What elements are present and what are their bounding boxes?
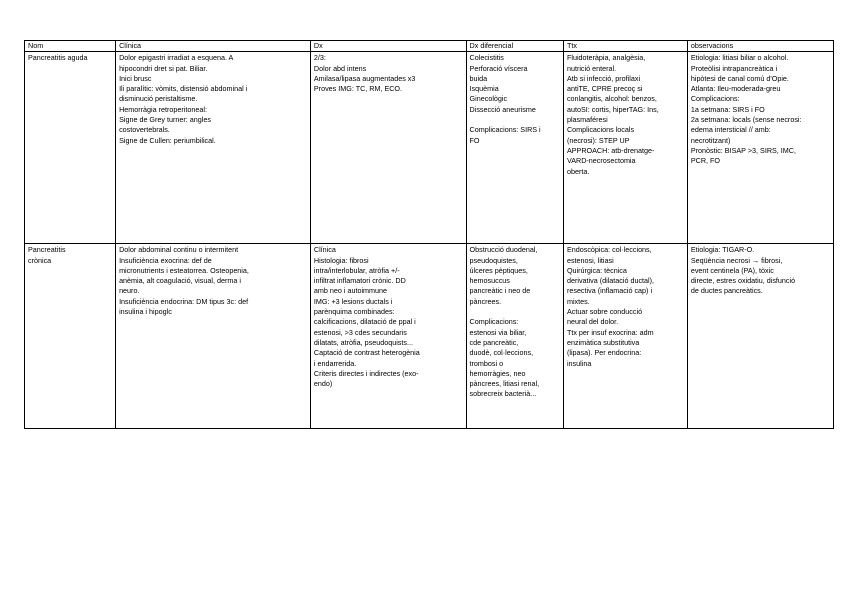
cell-nom (25, 52, 116, 244)
cell-line: amb neo i autoimmune (313, 286, 388, 296)
cell-line: Ttx per insuf exocrina: adm (566, 327, 654, 337)
cell-line: event centinela (PA), tòxic (690, 265, 774, 275)
cell-line: Perforació víscera (469, 63, 528, 73)
cell-line: (lipasa). Per endocrina: (566, 348, 642, 358)
cell-dx (310, 244, 466, 429)
header-clinica: Clínica (116, 41, 311, 52)
cell-line: Dolor abdominal continu o intermitent (119, 245, 239, 255)
cell-line: Criteris directes i indirectes (exo- (313, 368, 419, 378)
cell-line: hemorràgies, neo (469, 368, 526, 378)
header-dx: Dx (310, 41, 466, 52)
cell-line: Complicacions: (690, 94, 740, 104)
cell-line: parènquima combinades: (313, 307, 395, 317)
cell-line: Pancreatitis aguda (28, 53, 88, 63)
cell-line: infiltrat inflamatori crònic. DD (313, 276, 406, 286)
cell-line: Signe de Cullen: periumbilical. (119, 135, 216, 145)
cell-line: Complicacions: SIRS i (469, 125, 541, 135)
cell-line: endo) (313, 379, 333, 389)
header-dx-diferencial: Dx diferencial (466, 41, 563, 52)
table-row (25, 244, 834, 429)
cell-line: disminució peristaltisme. (119, 94, 198, 104)
cell-line: Endoscòpica: col·leccions, (566, 245, 652, 255)
cell-line: Fluidoteràpia, analgèsia, (566, 53, 646, 63)
cell-line: úlceres pèptiques, (469, 265, 528, 275)
cell-line: Dissecció aneurisme (469, 104, 536, 114)
cell-line: Ginecològic (469, 94, 508, 104)
cell-line: FO (469, 135, 480, 145)
cell-line: Inici brusc (119, 73, 152, 83)
cell-line: intra/interlobular, atròfia +/- (313, 265, 400, 275)
cell-line: Complicacions locals (566, 125, 635, 135)
cell-line: Proteòlisi intrapancreàtica i (690, 63, 778, 73)
cell-line: Atlanta: Ileu-moderada-greu (690, 84, 781, 94)
cell-line: estenosi via biliar, (469, 327, 527, 337)
cell-ttx (563, 244, 687, 429)
header-ttx: Ttx (563, 41, 687, 52)
cell-line: (necrosi): STEP UP (566, 135, 630, 145)
cell-clinica (116, 52, 311, 244)
cell-line: insulina (566, 358, 592, 368)
cell-dx-diferencial (466, 52, 563, 244)
cell-line: Complicacions: (469, 317, 519, 327)
cell-line: cde pancreàtic, (469, 337, 519, 347)
cell-line: Captació de contrast heterogènia (313, 348, 420, 358)
cell-line: micronutrients i esteatorrea. Osteopenia, (119, 265, 249, 275)
cell-line: Insuficiència exocrina: def de (119, 255, 212, 265)
cell-ttx (563, 52, 687, 244)
cell-line: Etiologia: litiasi biliar o alcohol. (690, 53, 789, 63)
cell-line: Proves IMG: TC, RM, ECO. (313, 84, 403, 94)
cell-line: Signe de Grey turner: angles (119, 115, 211, 125)
cell-observacions (687, 244, 833, 429)
cell-line: pàncrees, litiasi renal, (469, 379, 540, 389)
cell-line: Amilasa/lipasa augmentades x3 (313, 73, 416, 83)
cell-line: Isquèmia (469, 84, 499, 94)
cell-line: autoSI: cortis, hiperTAG: Ins, (566, 104, 659, 114)
cell-line: nutrició enteral. (566, 63, 617, 73)
cell-dx-diferencial (466, 244, 563, 429)
cell-line: buida (469, 73, 488, 83)
cell-line: pseudoquistes, (469, 255, 518, 265)
cell-line: Colecistitis (469, 53, 504, 63)
cell-line: derivativa (dilatació ductal), (566, 276, 655, 286)
cell-line: pàncrees. (469, 296, 502, 306)
cell-line: Quirúrgica: tècnica (566, 265, 627, 275)
cell-line: anèmia, alt coagulació, visual, derma i (119, 276, 241, 286)
cell-line: VARD-necrosectomia (566, 156, 636, 166)
cell-nom (25, 244, 116, 429)
cell-line: crònica (28, 255, 52, 265)
cell-line: i endarrerida. (313, 358, 357, 368)
cell-line: enzimàtica substitutiva (566, 337, 640, 347)
cell-line: necrotitzant) (690, 135, 731, 145)
cell-line: duodè, col·leccions, (469, 348, 534, 358)
cell-line: mixtes. (566, 296, 590, 306)
cell-line: neural del dolor. (566, 317, 619, 327)
cell-line: 1a setmana: SIRS i FO (690, 104, 765, 114)
document-page (24, 40, 834, 429)
cell-line: oberta. (566, 166, 590, 176)
cell-line: neuro. (119, 286, 140, 296)
cell-line: Pancreatitis (28, 245, 66, 255)
cell-line: Insuficiència endocrina: DM tipus 3c: def (119, 296, 249, 306)
cell-line: Hemorràgia retroperitoneal: (119, 104, 207, 114)
cell-line: estenosi, litiasi (566, 255, 614, 265)
cell-line: resectiva (inflamació cap) i (566, 286, 653, 296)
cell-line: antiTE, CPRE precoç si (566, 84, 643, 94)
cell-line: trombosi o (469, 358, 504, 368)
cell-dx (310, 52, 466, 244)
cell-line: edema intersticial // amb: (690, 125, 771, 135)
cell-line: Actuar sobre conducció (566, 307, 643, 317)
table-row (25, 52, 834, 244)
cell-line: pancreàtic i neo de (469, 286, 531, 296)
cell-clinica (116, 244, 311, 429)
cell-line (470, 307, 560, 317)
cell-line: hipocondri dret si pat. Biliar. (119, 63, 208, 73)
cell-line: PCR, FO (690, 156, 720, 166)
cell-line: 2a setmana: locals (sense necrosi: (690, 115, 802, 125)
cell-line: calcificacions, dilatació de ppal i (313, 317, 416, 327)
cell-observacions (687, 52, 833, 244)
cell-line: plasmaféresi (566, 115, 608, 125)
cell-line: de ductes pancreàtics. (690, 286, 763, 296)
cell-line: Dolor abd intens (313, 63, 367, 73)
cell-line: Pronòstic: BISAP >3, SIRS, IMC, (690, 145, 796, 155)
cell-line: estenosi, >3 cdes secundaris (313, 327, 407, 337)
cell-line: hipòtesi de canal comú d'Opie. (690, 73, 789, 83)
cell-line: Histologia: fibrosi (313, 255, 369, 265)
cell-line: Atb si infecció, profilaxi (566, 73, 641, 83)
cell-line: Ili paralític: vòmits, distensió abdominal i (119, 84, 248, 94)
cell-line: APPROACH: atb-drenatge- (566, 145, 655, 155)
cell-line: Clínica (313, 245, 336, 255)
table-header-row (25, 41, 834, 52)
cell-line: IMG: +3 lesions ductals i (313, 296, 393, 306)
cell-line: Dolor epigastri irradiat a esquena. A (119, 53, 234, 63)
cell-line: hemosuccus (469, 276, 510, 286)
cell-line: Obstrucció duodenal, (469, 245, 538, 255)
cell-line (470, 115, 560, 125)
cell-line: costovertebrals. (119, 125, 170, 135)
cell-line: insulina i hipoglc (119, 307, 172, 317)
cell-line: directe, estres oxidatiu, disfunció (690, 276, 796, 286)
cell-line: Etiologia: TIGAR-O. (690, 245, 755, 255)
header-nom: Nom (25, 41, 116, 52)
cell-line: sobrecreix bacterià... (469, 389, 537, 399)
header-observacions: observacions (687, 41, 833, 52)
cell-line: 2/3: (313, 53, 326, 63)
pancreatitis-table (24, 40, 834, 429)
cell-line: conlangitis, alcohol: benzos, (566, 94, 657, 104)
cell-line: dilatats, atròfia, pseudoquists... (313, 337, 413, 347)
cell-line: Seqüència necrosi → fibrosi, (690, 255, 783, 265)
